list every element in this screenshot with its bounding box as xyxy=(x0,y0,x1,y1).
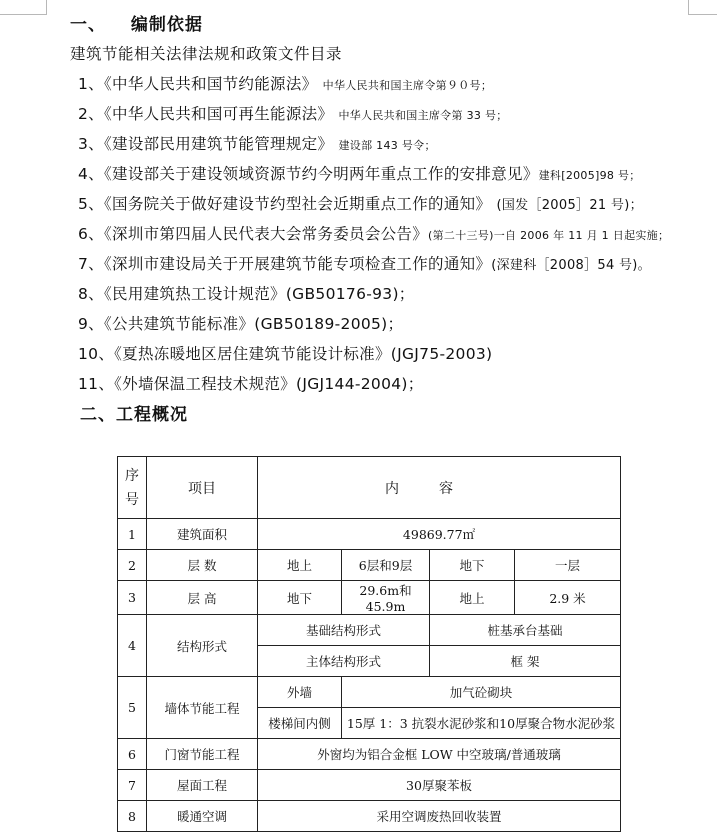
row-sub-value: 桩基承台基础 xyxy=(430,615,621,646)
table-row xyxy=(118,550,621,581)
reference-item: 5、《国务院关于做好建设节约型社会近期重点工作的通知》 (国发［2005］21 号)； xyxy=(78,195,643,213)
reference-item: 3、《建设部民用建筑节能管理规定》 建设部 143 号令； xyxy=(78,135,436,153)
table-row xyxy=(118,801,621,832)
row-item: 屋面工程 xyxy=(147,770,258,801)
section-title: 工程概况 xyxy=(116,405,188,425)
reference-item: 6、《深圳市第四届人民代表大会常务委员会公告》(第二十三号)一自 2006 年 11 月 1 日起实施； xyxy=(78,225,670,243)
row-sub-label: 外墙 xyxy=(258,677,342,708)
row-cell: 29.6m和45.9m xyxy=(342,581,430,615)
row-value: 49869.77㎡ xyxy=(258,519,621,550)
row-cell: 地下 xyxy=(258,581,342,615)
table-row xyxy=(118,519,621,550)
project-overview-table xyxy=(117,456,621,832)
table-row xyxy=(118,677,621,708)
table-row xyxy=(118,581,621,615)
row-cell: 地下 xyxy=(430,550,515,581)
reference-item: 8、《民用建筑热工设计规范》(GB50176-93)； xyxy=(78,285,415,303)
row-value: 30厚聚苯板 xyxy=(258,770,621,801)
header-content: 内容 xyxy=(258,457,621,519)
row-sub-value: 框 架 xyxy=(430,646,621,677)
table-row xyxy=(118,739,621,770)
row-item: 墙体节能工程 xyxy=(147,677,258,739)
row-cell: 一层 xyxy=(515,550,621,581)
section-heading-basis xyxy=(70,10,203,35)
row-number: 4 xyxy=(118,615,147,677)
section-number: 二、 xyxy=(80,405,116,425)
row-number: 6 xyxy=(118,739,147,770)
row-value: 采用空调废热回收装置 xyxy=(258,801,621,832)
row-sub-value: 加气砼砌块 xyxy=(342,677,621,708)
header-item: 项目 xyxy=(147,457,258,519)
row-number: 7 xyxy=(118,770,147,801)
row-sub-value: 15厚 1：3 抗裂水泥砂浆和10厚聚合物水泥砂浆 xyxy=(342,708,621,739)
row-item: 层 数 xyxy=(147,550,258,581)
row-cell: 地上 xyxy=(258,550,342,581)
reference-item: 9、《公共建筑节能标准》(GB50189-2005)； xyxy=(78,315,404,333)
page-corner-mark-right xyxy=(688,0,717,15)
reference-item: 11、《外墙保温工程技术规范》(JGJ144-2004)； xyxy=(78,375,424,393)
reference-item: 10、《夏热冻暖地区居住建筑节能设计标准》(JGJ75-2003) xyxy=(78,345,493,363)
reference-item: 7、《深圳市建设局关于开展建筑节能专项检查工作的通知》(深建科［2008］54 号)。 xyxy=(78,255,651,273)
row-number: 5 xyxy=(118,677,147,739)
row-cell: 2.9 米 xyxy=(515,581,621,615)
reference-item: 2、《中华人民共和国可再生能源法》 中华人民共和国主席令第 33 号； xyxy=(78,105,508,123)
row-number: 2 xyxy=(118,550,147,581)
reference-item: 4、《建设部关于建设领域资源节约今明两年重点工作的安排意见》建科[2005]98 号； xyxy=(78,165,641,183)
row-number: 8 xyxy=(118,801,147,832)
page-corner-mark-left xyxy=(0,0,47,15)
row-number: 1 xyxy=(118,519,147,550)
row-item: 建筑面积 xyxy=(147,519,258,550)
row-value: 外窗均为铝合金框 LOW 中空玻璃/普通玻璃 xyxy=(258,739,621,770)
row-sub-label: 楼梯间内侧 xyxy=(258,708,342,739)
table-header-row xyxy=(118,457,621,519)
reference-item: 1、《中华人民共和国节约能源法》 中华人民共和国主席令第９０号； xyxy=(78,75,493,93)
row-sub-label: 基础结构形式 xyxy=(258,615,430,646)
row-number: 3 xyxy=(118,581,147,615)
row-sub-label: 主体结构形式 xyxy=(258,646,430,677)
header-seq: 序 号 xyxy=(118,457,147,519)
section-title: 编制依据 xyxy=(130,15,203,35)
table-row xyxy=(118,615,621,646)
table-row xyxy=(118,770,621,801)
row-item: 层 高 xyxy=(147,581,258,615)
section-number: 一、 xyxy=(70,15,106,35)
row-item: 结构形式 xyxy=(147,615,258,677)
row-item: 暖通空调 xyxy=(147,801,258,832)
row-cell: 6层和9层 xyxy=(342,550,430,581)
section-heading-overview xyxy=(80,400,188,425)
row-item: 门窗节能工程 xyxy=(147,739,258,770)
row-cell: 地上 xyxy=(430,581,515,615)
reference-list-subtitle: 建筑节能相关法律法规和政策文件目录 xyxy=(70,45,343,63)
